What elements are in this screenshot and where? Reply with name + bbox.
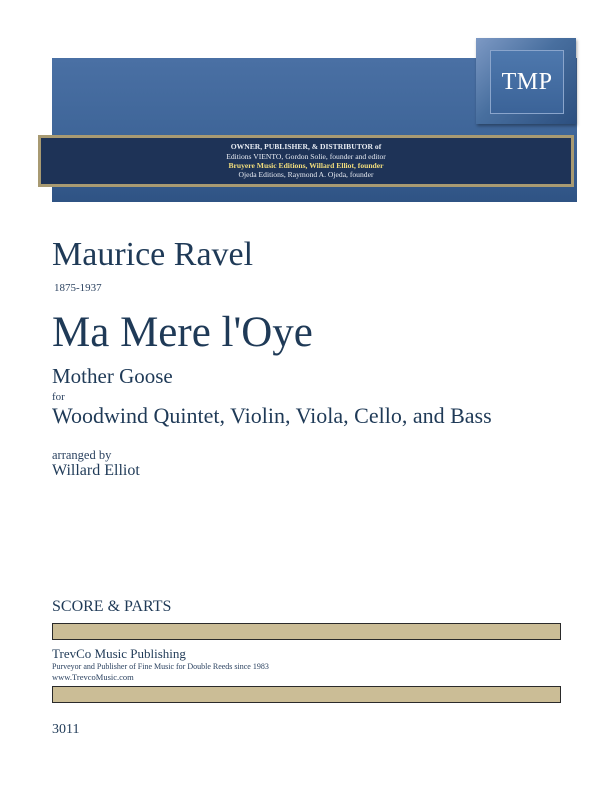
owner-line: OWNER, PUBLISHER, & DISTRIBUTOR of [230,142,382,152]
publisher-name: TrevCo Music Publishing [52,646,186,661]
bruyere-line: Bruyere Music Editions, Willard Elliot, founder [228,161,384,170]
composer-name: Maurice Ravel [52,236,254,273]
work-title: Ma Mere l'Oye [52,309,313,356]
ojeda-line: Ojeda Editions, Raymond A. Ojeda, founder [238,170,374,180]
logo-text: TMP [490,50,564,114]
divider-bar-top [52,623,561,640]
arranger-name: Willard Elliot [52,462,140,479]
publisher-tagline: Purveyor and Publisher of Fine Music for Double Reeds since 1983 [52,662,269,671]
arranged-by-label: arranged by [52,448,112,462]
composer-dates: 1875-1937 [54,282,102,294]
for-label: for [52,391,65,403]
instrumentation: Woodwind Quintet, Violin, Viola, Cello, and Bass [52,403,492,428]
work-subtitle: Mother Goose [52,364,173,388]
catalog-number: 3011 [52,722,80,737]
publisher-info-box [38,135,574,187]
publisher-info-inner [41,138,571,184]
publisher-website[interactable]: www.TrevcoMusic.com [52,672,134,682]
divider-bar-bottom [52,686,561,703]
edition-type: SCORE & PARTS [52,598,172,615]
viento-line: Editions VIENTO, Gordon Solie, founder and editor [226,151,386,161]
tmp-logo [476,38,576,124]
